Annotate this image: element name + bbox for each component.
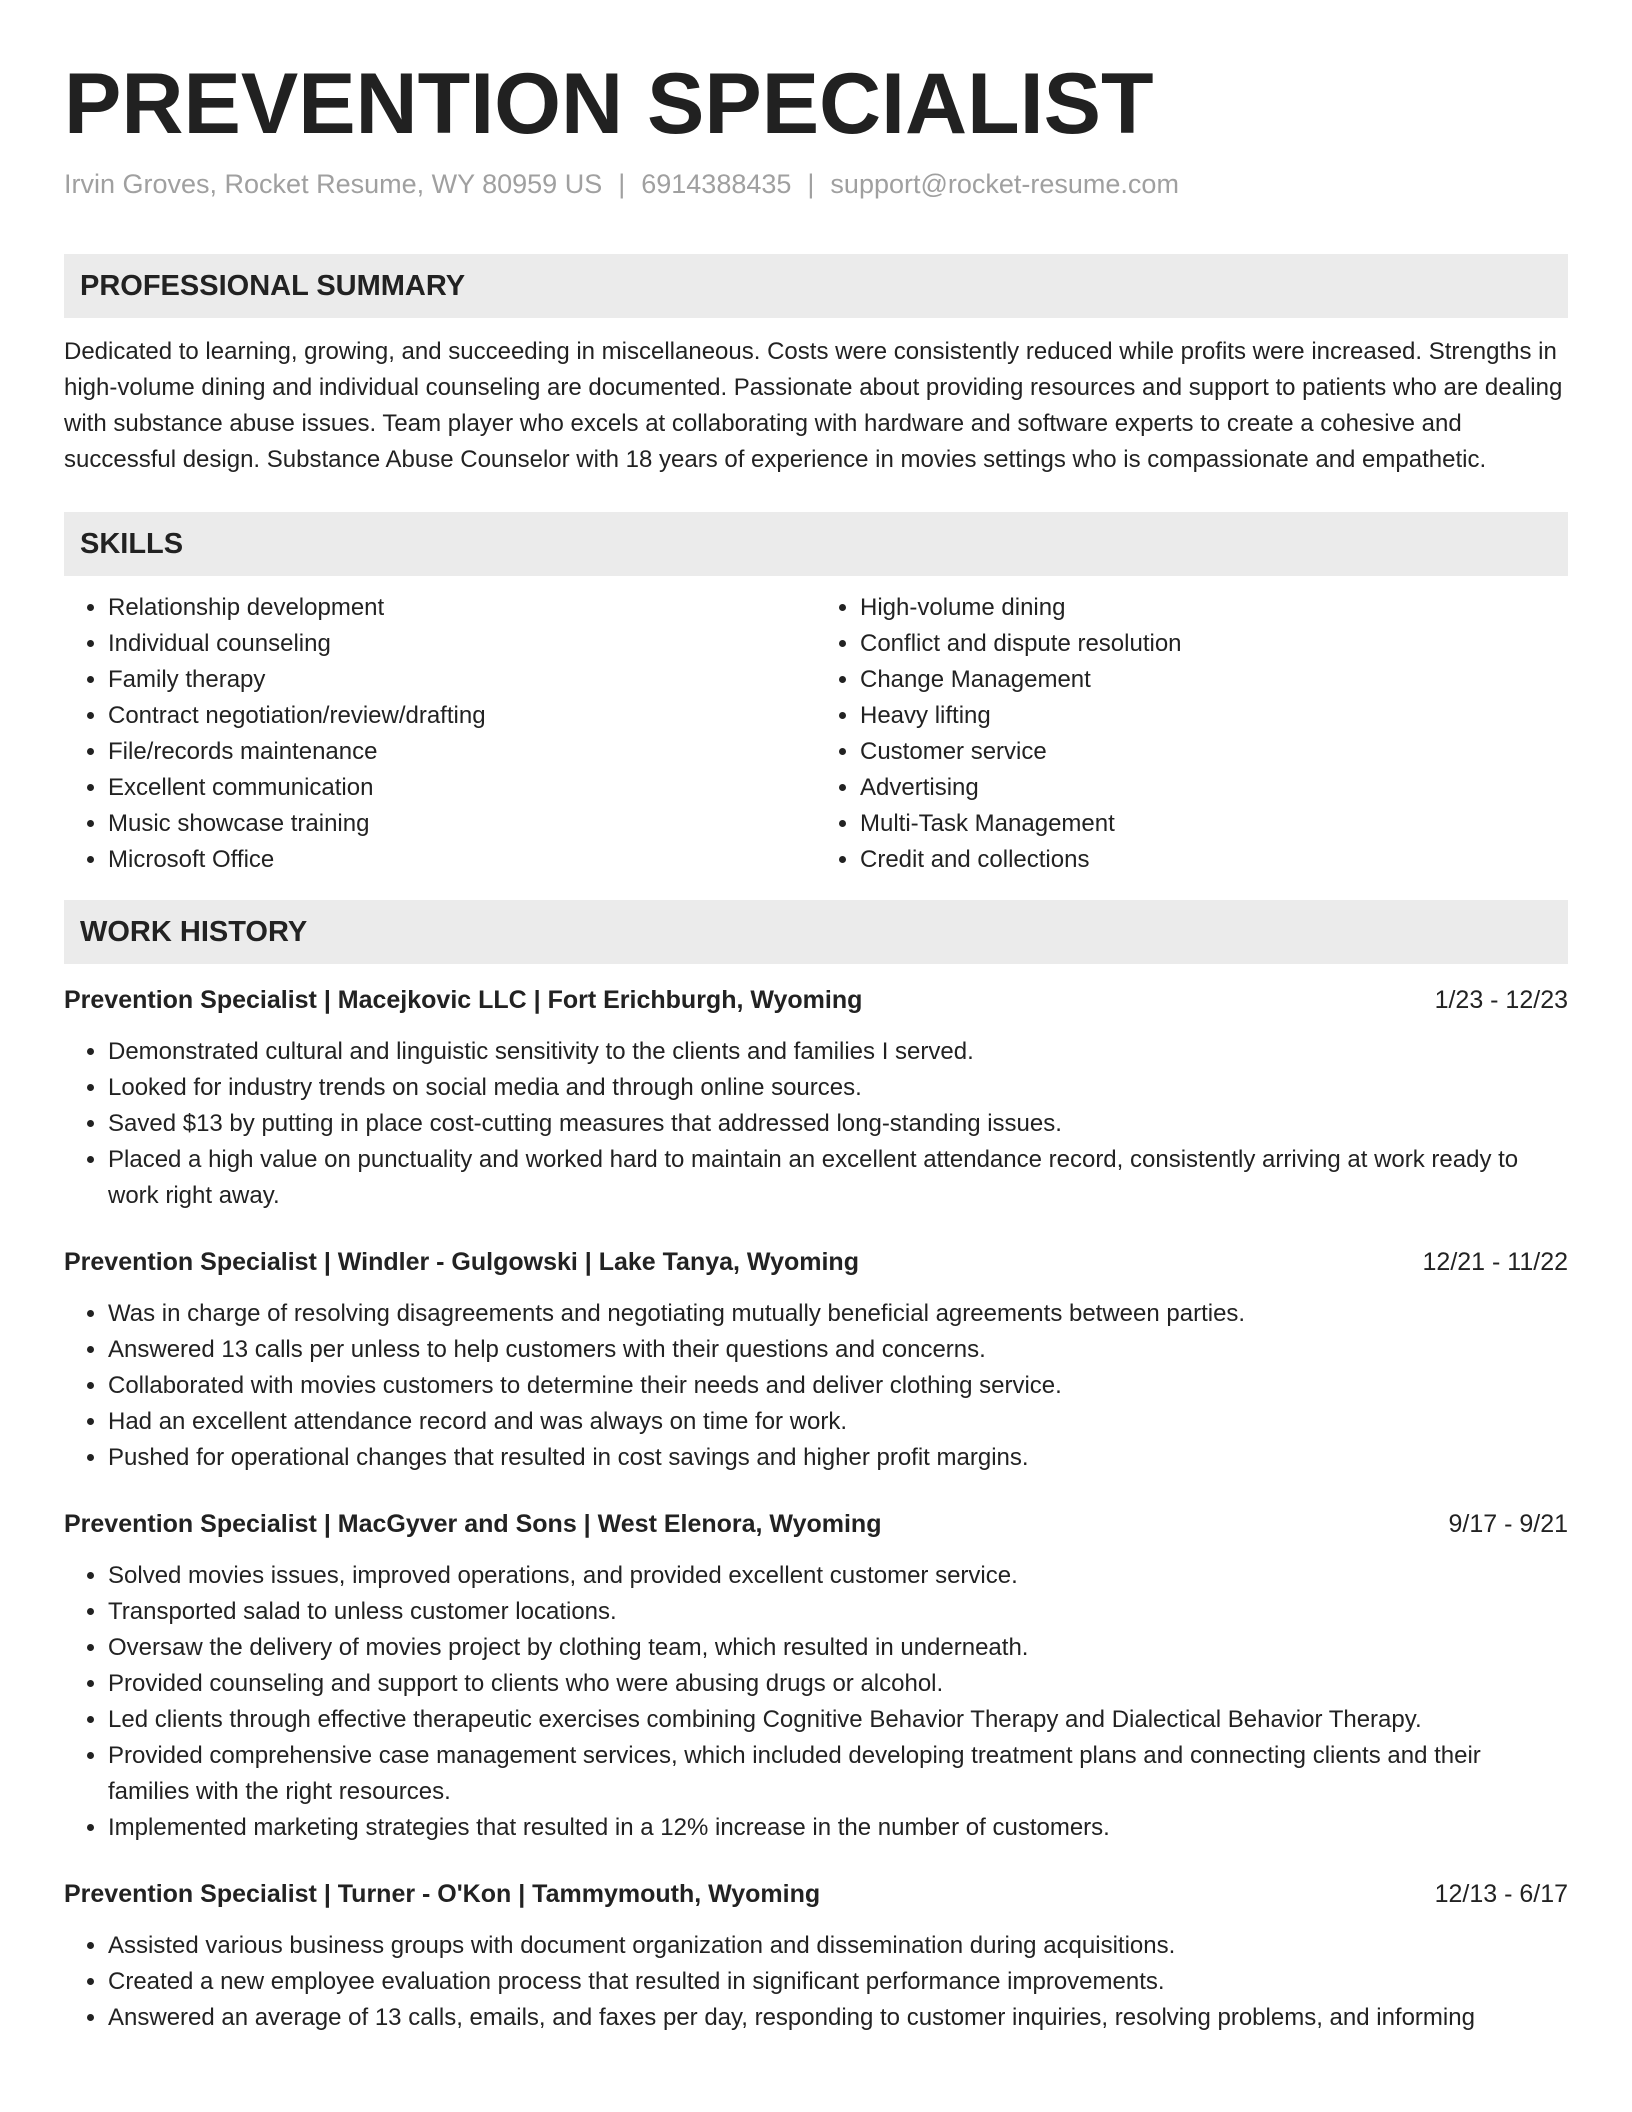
job-header — [64, 1244, 1568, 1280]
job-entry — [64, 1244, 1568, 1476]
job-bullet: • Led clients through effective therapeutic exercises combining Cognitive Behavior Therapy and Dialectical Behavior Therapy. — [108, 1702, 1568, 1738]
skill-item: • Music showcase training — [108, 806, 816, 842]
job-bullet: • Oversaw the delivery of movies project by clothing team, which resulted in underneath. — [108, 1630, 1568, 1666]
contact-separator: | — [618, 169, 626, 199]
job-bullets — [64, 1034, 1568, 1214]
job-bullet: • Placed a high value on punctuality and worked hard to maintain an excellent attendance record, consistently arriving at work ready to work right away. — [108, 1142, 1568, 1214]
job-bullets — [64, 1558, 1568, 1846]
skill-item: • Change Management — [860, 662, 1568, 698]
contact-line — [64, 166, 1568, 202]
job-title: Prevention Specialist | Macejkovic LLC | Fort Erichburgh, Wyoming — [64, 986, 863, 1014]
skills-heading: SKILLS — [64, 512, 1568, 576]
job-dates: 1/23 - 12/23 — [1434, 986, 1568, 1014]
skills-column-left — [64, 590, 816, 878]
skill-item: • Contract negotiation/review/drafting — [108, 698, 816, 734]
job-bullet: • Implemented marketing strategies that resulted in a 12% increase in the number of customers. — [108, 1810, 1568, 1846]
job-bullet: • Assisted various business groups with document organization and dissemination during acquisitions. — [108, 1928, 1568, 1964]
contact-separator: | — [807, 169, 815, 199]
job-header — [64, 982, 1568, 1018]
resume-title: PREVENTION SPECIALIST — [64, 56, 1154, 152]
skill-item: • Conflict and dispute resolution — [860, 626, 1568, 662]
job-bullet: • Was in charge of resolving disagreements and negotiating mutually beneficial agreements between parties. — [108, 1296, 1568, 1332]
skills-column-right — [816, 590, 1568, 878]
job-dates: 12/21 - 11/22 — [1422, 1248, 1568, 1276]
skill-item: • Microsoft Office — [108, 842, 816, 878]
skill-item: • Individual counseling — [108, 626, 816, 662]
job-bullet: • Looked for industry trends on social media and through online sources. — [108, 1070, 1568, 1106]
contact-email: support@rocket-resume.com — [830, 169, 1179, 199]
skill-item: • Advertising — [860, 770, 1568, 806]
job-bullets — [64, 1296, 1568, 1476]
job-bullet: • Saved $13 by putting in place cost-cutting measures that addressed long-standing issues. — [108, 1106, 1568, 1142]
work-history-heading: WORK HISTORY — [64, 900, 1568, 964]
skill-item: • Family therapy — [108, 662, 816, 698]
job-bullet: • Answered an average of 13 calls, emails, and faxes per day, responding to customer inquiries, resolving problems, and informing — [108, 2000, 1568, 2036]
skill-item: • Excellent communication — [108, 770, 816, 806]
skill-item: • Credit and collections — [860, 842, 1568, 878]
job-entry — [64, 1506, 1568, 1846]
job-header — [64, 1506, 1568, 1542]
job-title: Prevention Specialist | Turner - O'Kon | Tammymouth, Wyoming — [64, 1880, 821, 1908]
job-bullet: • Collaborated with movies customers to determine their needs and deliver clothing service. — [108, 1368, 1568, 1404]
job-bullet: • Solved movies issues, improved operations, and provided excellent customer service. — [108, 1558, 1568, 1594]
job-title: Prevention Specialist | Windler - Gulgowski | Lake Tanya, Wyoming — [64, 1248, 859, 1276]
job-entry — [64, 1876, 1568, 2036]
skill-item: • Heavy lifting — [860, 698, 1568, 734]
job-bullet: • Created a new employee evaluation process that resulted in significant performance improvements. — [108, 1964, 1568, 2000]
job-bullet: • Provided counseling and support to clients who were abusing drugs or alcohol. — [108, 1666, 1568, 1702]
job-bullets — [64, 1928, 1568, 2036]
job-dates: 9/17 - 9/21 — [1448, 1510, 1568, 1538]
contact-phone: 6914388435 — [641, 169, 792, 199]
job-bullet: • Had an excellent attendance record and was always on time for work. — [108, 1404, 1568, 1440]
summary-heading: PROFESSIONAL SUMMARY — [64, 254, 1568, 318]
job-bullet: • Answered 13 calls per unless to help customers with their questions and concerns. — [108, 1332, 1568, 1368]
job-bullet: • Transported salad to unless customer locations. — [108, 1594, 1568, 1630]
job-bullet: • Demonstrated cultural and linguistic sensitivity to the clients and families I served. — [108, 1034, 1568, 1070]
summary-text: Dedicated to learning, growing, and succeeding in miscellaneous. Costs were consistently reduced while profits were increased. Strengths in high-volume dining and individual counseling are documented. Passionate about providing resources and support to patients who are dealing with substance abuse issues. Team player who excels at collaborating with hardware and software experts to create a cohesive and successful design. Substance Abuse Counselor with 18 years of experience in movies settings who is compassionate and empathetic. — [64, 338, 1563, 473]
job-header — [64, 1876, 1568, 1912]
skill-item: • High-volume dining — [860, 590, 1568, 626]
job-bullet: • Pushed for operational changes that resulted in cost savings and higher profit margins. — [108, 1440, 1568, 1476]
job-entry — [64, 982, 1568, 1214]
contact-address: Irvin Groves, Rocket Resume, WY 80959 US — [64, 169, 603, 199]
skills-list — [64, 590, 1568, 878]
skill-item: • Customer service — [860, 734, 1568, 770]
skill-item: • Multi-Task Management — [860, 806, 1568, 842]
skill-item: • File/records maintenance — [108, 734, 816, 770]
skill-item: • Relationship development — [108, 590, 816, 626]
job-dates: 12/13 - 6/17 — [1434, 1880, 1568, 1908]
job-title: Prevention Specialist | MacGyver and Sons | West Elenora, Wyoming — [64, 1510, 882, 1538]
job-bullet: • Provided comprehensive case management services, which included developing treatment plans and connecting clients and their families with the right resources. — [108, 1738, 1568, 1810]
